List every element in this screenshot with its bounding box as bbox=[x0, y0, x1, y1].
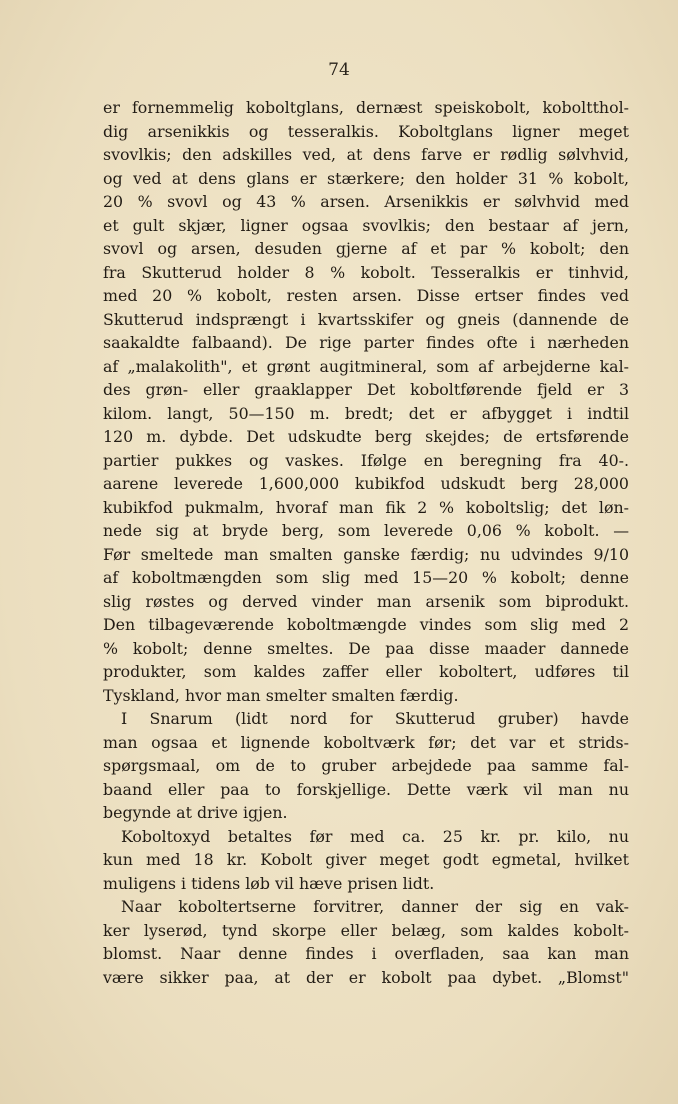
text-line: baand eller paa to forskjellige. Dette værk vil man nu bbox=[103, 779, 629, 799]
text-line: Før smeltede man smalten ganske færdig; nu udvindes 9/10 bbox=[103, 544, 629, 564]
text-line: kun med 18 kr. Kobolt giver meget godt egmetal, hvilket bbox=[103, 850, 629, 869]
text-line: % kobolt; denne smeltes. De paa disse maader dannede bbox=[103, 638, 629, 658]
text-line: Skutterud indsprængt i kvartsskifer og gneis (dannende de bbox=[103, 309, 629, 329]
text-line: 20 % svovl og 43 % arsen. Arsenikkis er sølvhvid med bbox=[103, 192, 629, 211]
text-line: partier pukkes og vaskes. Ifølge en beregning fra 40-. bbox=[103, 450, 629, 470]
paragraph-2 bbox=[103, 707, 629, 825]
text-line: 120 m. dybde. Det udskudte berg skejdes; de ertsførende bbox=[103, 427, 629, 446]
text-line: Tyskland, hvor man smelter smalten færdig. bbox=[103, 685, 459, 705]
text-line: dig arsenikkis og tesseralkis. Koboltglans ligner meget bbox=[103, 121, 629, 141]
text-line: fra Skutterud holder 8 % kobolt. Tesseralkis er tinhvid, bbox=[103, 262, 629, 282]
paragraph-4 bbox=[103, 895, 629, 989]
paragraph-1 bbox=[103, 96, 629, 707]
text-line: og ved at dens glans er stærkere; den holder 31 % kobolt, bbox=[103, 168, 629, 188]
text-line: saakaldte falbaand). De rige parter findes ofte i nærheden bbox=[103, 333, 629, 352]
text-line: med 20 % kobolt, resten arsen. Disse ertser findes ved bbox=[103, 286, 629, 305]
text-line: spørgsmaal, om de to gruber arbejdede paa samme fal- bbox=[103, 756, 629, 775]
page-number: 74 bbox=[328, 60, 350, 80]
text-line: Naar koboltertserne forvitrer, danner der sig en vak- bbox=[121, 897, 629, 916]
paragraph-3 bbox=[103, 825, 629, 896]
text-line: et gult skjær, ligner ogsaa svovlkis; den bestaar af jern, bbox=[103, 215, 629, 235]
text-line: være sikker paa, at der er kobolt paa dybet. „Blomst" bbox=[103, 967, 629, 987]
text-line: Koboltoxyd betaltes før med ca. 25 kr. pr. kilo, nu bbox=[121, 826, 629, 846]
text-line: kilom. langt, 50—150 m. bredt; det er afbygget i indtil bbox=[103, 403, 629, 423]
text-line: produkter, som kaldes zaffer eller koboltert, udføres til bbox=[103, 662, 629, 681]
text-line: I Snarum (lidt nord for Skutterud gruber) havde bbox=[121, 709, 629, 728]
text-line: slig røstes og derved vinder man arsenik som biprodukt. bbox=[103, 591, 629, 611]
text-line: des grøn- eller graaklapper Det koboltførende fjeld er 3 bbox=[103, 380, 629, 399]
text-line: ker lyserød, tynd skorpe eller belæg, som kaldes kobolt- bbox=[103, 920, 629, 940]
text-line: svovl og arsen, desuden gjerne af et par % kobolt; den bbox=[103, 239, 629, 258]
text-line: kubikfod pukmalm, hvoraf man fik 2 % koboltslig; det løn- bbox=[103, 497, 629, 517]
text-line: muligens i tidens løb vil hæve prisen lidt. bbox=[103, 873, 435, 893]
text-line: af koboltmængden som slig med 15—20 % kobolt; denne bbox=[103, 568, 629, 587]
text-line: er fornemmelig koboltglans, dernæst speiskobolt, koboltthol- bbox=[103, 98, 629, 117]
text-line: aarene leverede 1,600,000 kubikfod udskudt berg 28,000 bbox=[103, 474, 629, 493]
text-line: Den tilbageværende koboltmængde vindes som slig med 2 bbox=[103, 615, 629, 634]
text-line: blomst. Naar denne findes i overfladen, saa kan man bbox=[103, 944, 629, 963]
text-line: nede sig at bryde berg, som leverede 0,06 % kobolt. — bbox=[103, 521, 629, 540]
body-text bbox=[103, 96, 629, 989]
text-line: af „malakolith", et grønt augitmineral, som af arbejderne kal- bbox=[103, 356, 629, 376]
text-line: man ogsaa et lignende koboltværk før; det var et strids- bbox=[103, 732, 629, 752]
text-line: svovlkis; den adskilles ved, at dens farve er rødlig sølvhvid, bbox=[103, 145, 629, 164]
text-line: begynde at drive igjen. bbox=[103, 803, 288, 822]
